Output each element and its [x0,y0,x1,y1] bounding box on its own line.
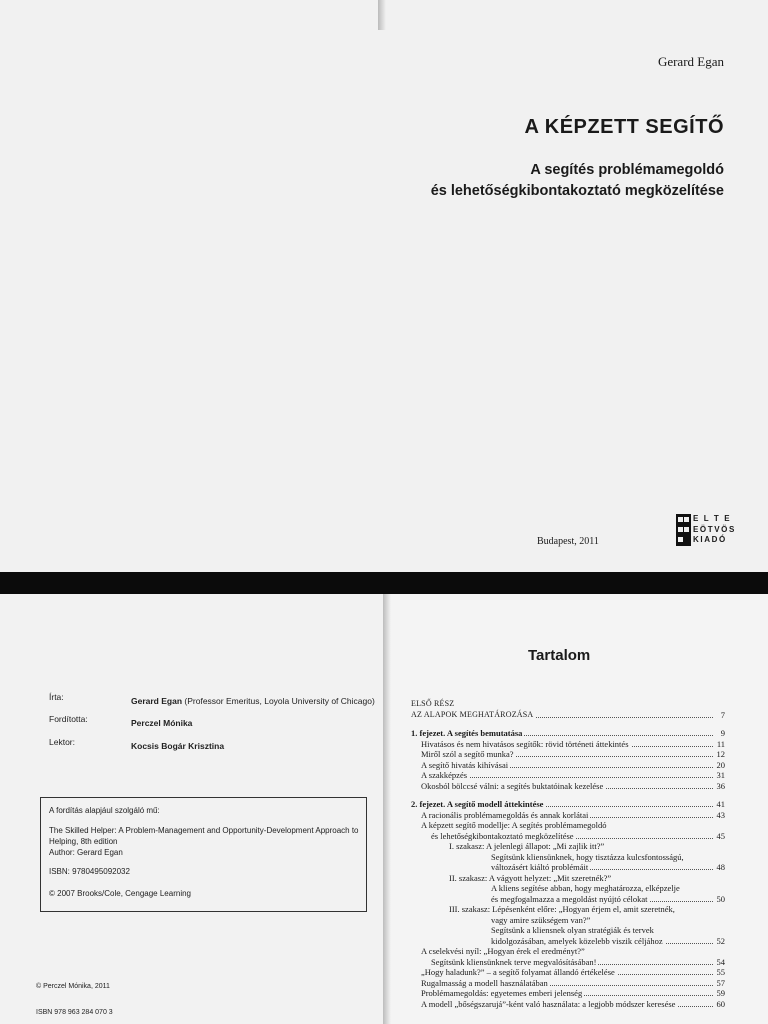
toc-page-number: 43 [716,809,725,820]
original-work-isbn: ISBN: 9780495092032 [49,867,130,876]
toc-entry [411,936,725,947]
translator-value: Perczel Mónika [131,718,193,728]
toc-page-number: 31 [716,770,725,780]
toc-entry [411,739,725,750]
toc-page-number: 45 [716,830,725,841]
toc-page-number: 36 [716,780,725,791]
book-title: A KÉPZETT SEGÍTŐ [524,116,724,138]
original-work-author: Author: Gerard Egan [49,848,123,857]
translation-copyright: © Perczel Mónika, 2011 [36,983,110,990]
toc-entry-text: II. szakasz: A vágyott helyzet: „Mit szeretnék?” [449,872,612,883]
toc-page-number: 20 [716,759,725,770]
author-name: Gerard Egan [657,54,724,69]
writer-label: Írta: [49,692,64,702]
toc-entry [411,852,725,863]
toc-gap [411,720,725,728]
contents-title: Tartalom [528,647,591,664]
original-work-heading: A fordítás alapjául szolgáló mű: [49,806,160,815]
toc-entry-text: AZ ALAPOK MEGHATÁROZÁSA [411,709,534,719]
toc-entry [411,862,725,873]
original-work-copyright: © 2007 Brooks/Cole, Cengage Learning [49,889,191,898]
publisher-logo [676,514,736,546]
toc-page-number: 54 [716,956,725,967]
toc-entry-text: és lehetőségkibontakoztató megközelítése [431,830,574,841]
page-fold [378,0,386,30]
toc-entry-text: A kliens segítése abban, hogy meghatározza, elképzelje [491,883,680,893]
toc-entry [411,728,725,739]
toc-page-number: 59 [716,988,725,998]
toc-page-number: 50 [716,893,725,904]
editor-value: Kocsis Bogár Krisztina [131,741,225,751]
toc-entry [411,978,725,989]
toc-page-number: 41 [716,799,725,809]
toc-entry-text: Miről szól a segítő munka? [421,749,514,759]
toc-page-number: 12 [716,749,725,759]
toc-entry-text: A képzett segítő modellje: A segítés problémamegoldó [421,820,607,830]
toc-entry-text: Segítsünk a kliensnek olyan stratégiák és tervek [491,925,654,935]
toc-entry [411,967,725,978]
toc-page-number: 7 [720,709,725,720]
place-year: Budapest, 2011 [537,536,599,547]
toc-entry-text: Segítsünk kliensünknek terve megvalósításában! [431,956,597,967]
toc-entry-text: Hivatásos és nem hivatásos segítők: rövid történeti áttekintés [421,738,629,749]
writer-value [131,696,375,706]
subtitle-line: és lehetőségkibontakoztató megközelítése [430,183,724,199]
toc-entry-text: „Hogy haladunk?” – a segítő folyamat állandó értékelése [421,967,615,977]
toc-entry [411,760,725,771]
toc-entry-text: változásért kiáltó problémáit [491,862,589,872]
toc-gap [411,791,725,799]
original-work-title: The Skilled Helper: A Problem-Management and Opportunity-Development Approach to Helping, 8th edition [49,826,359,846]
toc-entry-text: kidolgozásában, amelyek közelebb viszik céljához [491,935,663,946]
book-subtitle [431,160,724,202]
toc-page-number: 9 [720,728,725,738]
toc-entry-text: A modell „bőségszarujá”-ként való használata: a legjobb módszer keresése [421,998,676,1009]
toc-entry [411,946,725,957]
toc-entry-text: III. szakasz: Lépésenként előre: „Hogyan érjem el, amit szeretnék, [449,904,675,914]
toc-entry [411,894,725,905]
table-of-contents [411,699,725,1009]
toc-page-number: 11 [716,738,725,749]
editor-label: Lektor: [49,737,75,747]
toc-entry [411,873,725,884]
toc-page-number: 48 [716,862,725,872]
toc-entry [411,820,725,831]
toc-entry [411,799,725,810]
toc-entry [411,999,725,1010]
writer-name: Gerard Egan [131,696,183,706]
toc-page-number: 55 [716,967,725,977]
toc-entry-text: Problémamegoldás: egyetemes emberi jelenség [421,988,583,998]
toc-entry-text: vagy amire szükségem van?” [491,914,591,925]
toc-entry [411,749,725,760]
toc-entry [411,841,725,852]
toc-entry-text: A racionális problémamegoldás és annak korlátai [421,809,589,820]
toc-entry [411,904,725,915]
toc-entry-text: I. szakasz: A jelenlegi állapot: „Mi zajlik itt?” [449,841,605,851]
book-gutter [383,594,391,1024]
toc-entry [411,710,725,721]
publisher-logo-mark [676,514,691,546]
toc-entry [411,699,725,710]
publisher-logo-text: E L T E EÖTVÖS KIADÓ [693,514,736,544]
book-isbn: ISBN 978 963 284 070 3 [36,1009,113,1016]
toc-entry [411,781,725,792]
toc-page-number: 60 [716,998,725,1009]
scan-edge-band [0,572,768,594]
toc-entry-text: Rugalmasság a modell használatában [421,977,548,988]
translator-label: Fordította: [49,714,88,724]
toc-entry [411,810,725,821]
toc-entry [411,883,725,894]
writer-note: (Professor Emeritus, Loyola University of Chicago) [184,696,375,706]
toc-page-number: 57 [716,977,725,988]
toc-entry-text: 2. fejezet. A segítő modell áttekintése [411,799,544,809]
toc-entry-text: ELSŐ RÉSZ [411,699,455,708]
toc-entry-text: A cselekvési nyíl: „Hogyan érek el eredményt?” [421,946,585,956]
subtitle-line: A segítés problémamegoldó [530,162,724,178]
toc-entry [411,957,725,968]
toc-entry [411,770,725,781]
toc-entry [411,831,725,842]
toc-entry [411,925,725,936]
toc-entry-text: A segítő hivatás kihívásai [421,759,509,770]
toc-entry-text: A szakképzés [421,770,468,780]
toc-page-number: 52 [716,935,725,946]
toc-entry-text: Segítsünk kliensünknek, hogy tisztázza kulcsfontosságú, [491,851,684,862]
toc-entry-text: és megfogalmazza a megoldást nyújtó célokat [491,893,648,904]
toc-entry-text: Okosból bölccsé válni: a segítés buktatóinak kezelése [421,780,604,791]
toc-entry [411,988,725,999]
toc-entry-text: 1. fejezet. A segítés bemutatása [411,728,523,738]
toc-entry [411,915,725,926]
